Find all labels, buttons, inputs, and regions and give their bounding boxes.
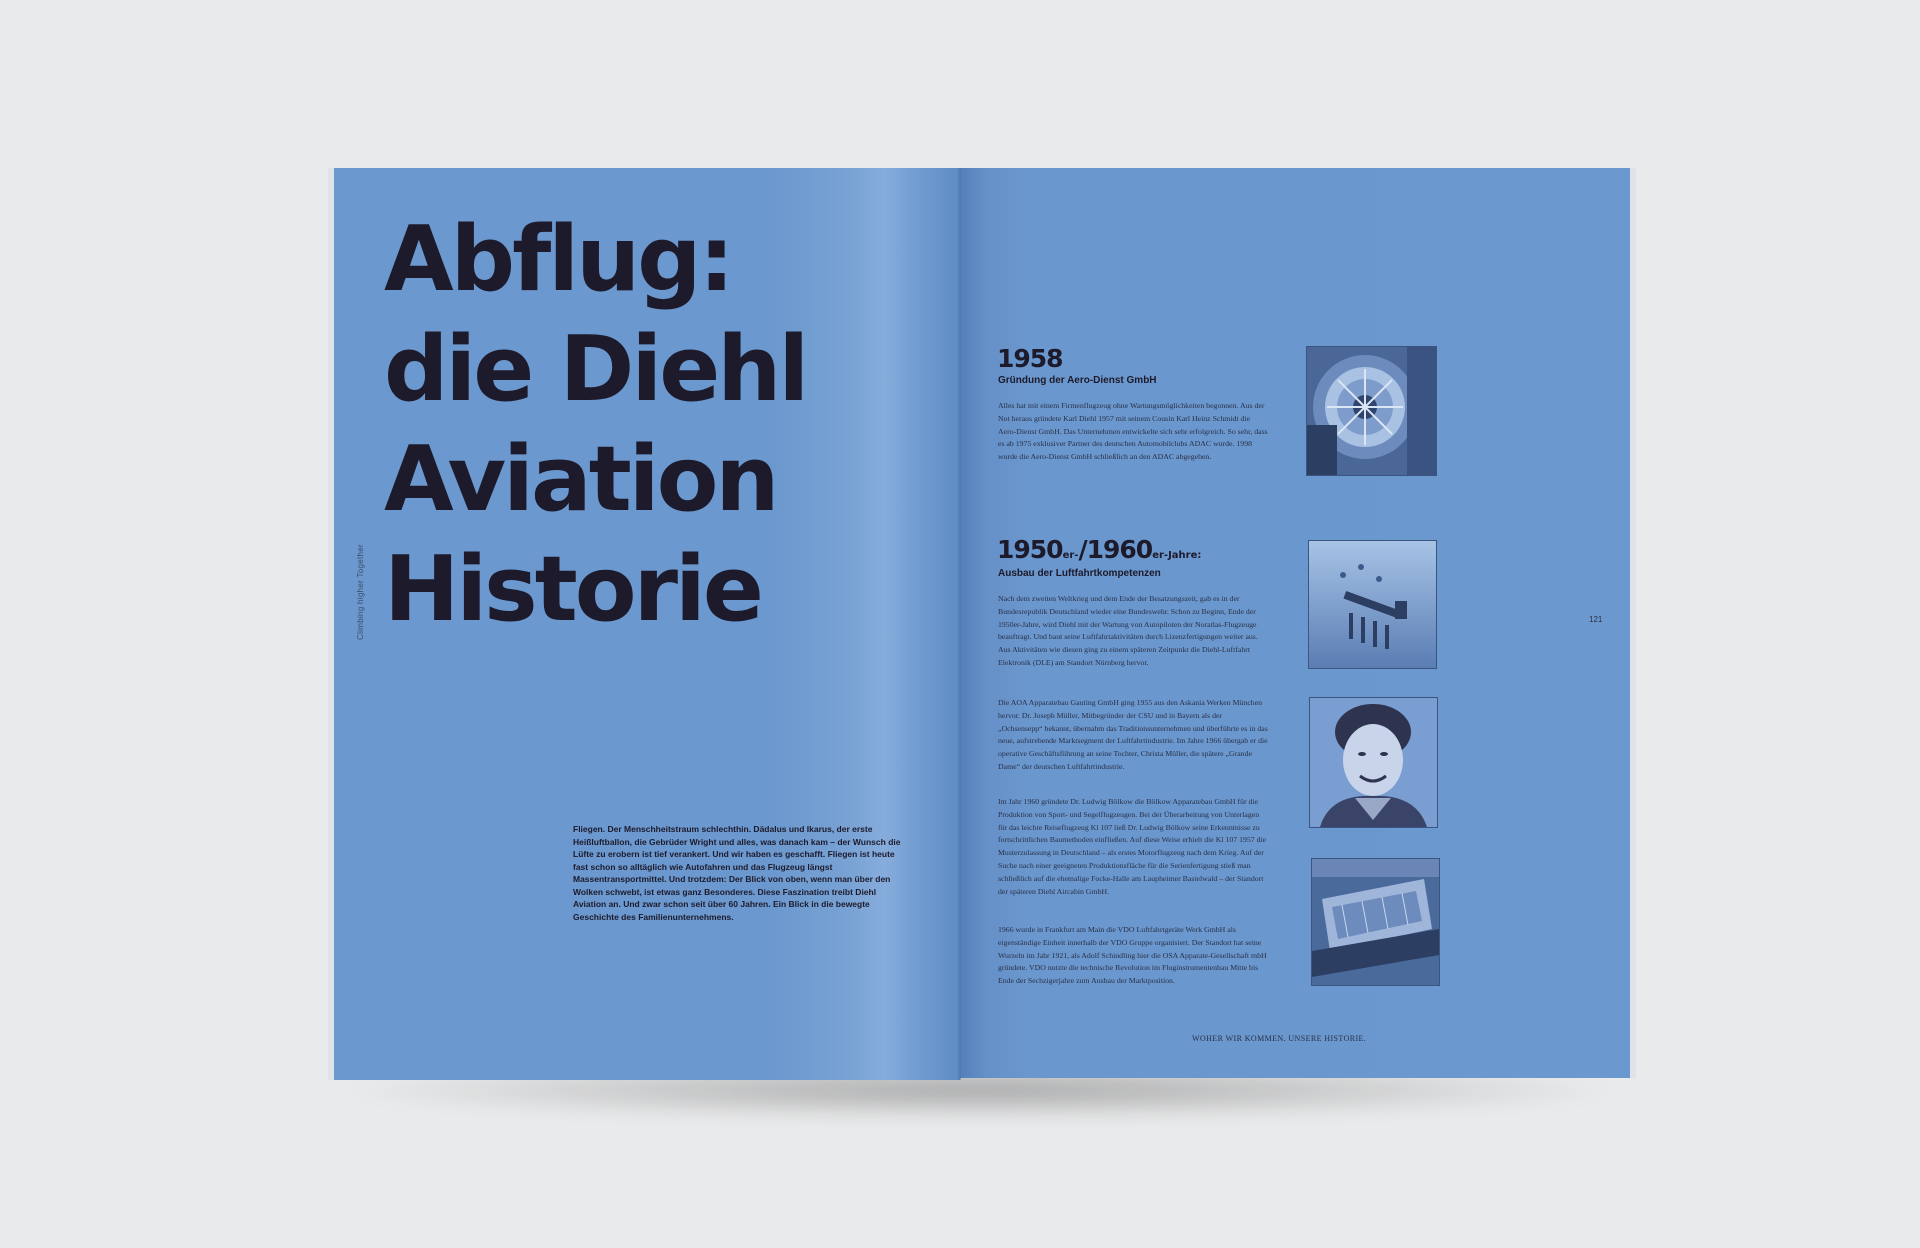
- headline-line: Abflug:: [384, 207, 732, 312]
- section-year-1950s-1960s: [997, 535, 1201, 564]
- page-number: 121: [1589, 615, 1603, 624]
- year-a: 1950: [997, 535, 1063, 564]
- section-paragraph: Nach dem zweiten Weltkrieg und dem Ende der Besatzungszeit, gab es in der Bundesrepublik Deutschland wieder eine Bundeswehr. Schon zu Beginn, Ende der 1950er-Jahre, wird Diehl mit der Wartung von Autopiloten der Noratlas-Flugzeuge beauftragt. Und baut seine Luftfahrtaktivitäten durch Lizenzfertigungen weiter aus. Aus Aktivitäten wie diesen ging zu einem späteren Zeitpunkt die Diehl-Luftfahrt Elektronik (DLE) am Standort Nürnberg hervor.: [998, 594, 1258, 667]
- photo-factory-aerial: [1311, 858, 1440, 986]
- year-slash: /: [1078, 535, 1087, 564]
- headline-line: Historie: [384, 537, 761, 642]
- headline: [384, 205, 924, 645]
- section-paragraph: Im Jahr 1960 gründete Dr. Ludwig Bölkow die Bölkow Apparatebau GmbH für die Produktion von Sport- und Segelflugzeugen. Bei der Überarbeitung von Unterlagen für das leichte Reiseflugzeug Kl 107 ließ Dr. Ludwig Bölkow seine Erkenntnisse zu fortschrittlichen Baumethoden einfließen. Auf diese Weise erhielt die Kl 107 1957 die Musterzulassung in Deutschland – als erstes Motorflugzeug nach dem Krieg. Auf der Suche nach einer geeigneten Produktionsfläche für die Serienfertigung stieß man schließlich auf die ehemalige Focke-Halle am Laupheimer Bastelwald – der Standort der späteren Diehl Aircabin GmbH.: [998, 797, 1267, 896]
- section-subtitle: Ausbau der Luftfahrtkompetenzen: [998, 568, 1161, 579]
- vertical-label: Climbing higher Together: [356, 544, 365, 640]
- section-paragraph: Die AOA Apparatebau Gauting GmbH ging 1955 aus den Askania Werken München hervor. Dr. Joseph Müller, Mitbegründer der CSU und in Bayern als der „Ochsensepp“ bekannt, übernahm das Traditionsunternehmen und überführte es in das neue, aufstrebende Marktsegment der Luftfahrtindustrie. Im Jahre 1966 übergab er die operative Geschäftsführung an seine Tochter, Christa Müller, die spätere „Grande Dame“ der deutschen Luftfahrtindustrie.: [998, 698, 1268, 771]
- year-b-suffix: er-Jahre:: [1152, 550, 1202, 561]
- section-year-1958: 1958: [997, 344, 1063, 373]
- section-body: Alles hat mit einem Firmenflugzeug ohne Wartungsmöglichkeiten begonnen. Aus der Not heraus gründete Karl Diehl 1957 mit seinem Cousin Karl Heinz Schmidt die Aero-Dienst GmbH. Das Unternehmen entwickelte sich sehr erfolgreich. So sehr, dass es ab 1975 exklusiver Partner des deutschen Automobilclubs ADAC wurde. 1998 wurde die Aero-Dienst GmbH schließlich an den ADAC abgegeben.: [998, 401, 1268, 462]
- section-paragraph: 1966 wurde in Frankfurt am Main die VDO Luftfahrtgeräte Werk GmbH als eigenständige Einheit innerhalb der VDO Gruppe organisiert. Der Standort hat seine Wurzeln im Jahr 1921, als Adolf Schindling hier die OSA Apparate-Gesellschaft mbH gründete. VDO nutzte die technische Revolution im Fluginstrumentenbau Mitte bis Ende der Sechzigerjahre zum Ausbau der Marktposition.: [998, 925, 1267, 986]
- headline-line: Aviation: [384, 427, 777, 532]
- photo-jet-engine: [1306, 346, 1437, 476]
- section-subtitle: Gründung der Aero-Dienst GmbH: [998, 375, 1157, 386]
- spine: [958, 168, 961, 1080]
- photo-aircraft-model: [1308, 540, 1437, 669]
- year-b: 1960: [1086, 535, 1153, 564]
- headline-line: die Diehl: [384, 317, 807, 422]
- intro-paragraph: Fliegen. Der Menschheitstraum schlechthin. Dädalus und Ikarus, der erste Heißluftballon, die Gebrüder Wright und alles, was danach kam – der Wunsch die Lüfte zu erobern ist tief verankert. Und wir haben es geschafft. Fliegen ist heute fast schon so alltäglich wie Autofahren und das Flugzeug längst Massentransportmittel. Und trotzdem: Der Blick von oben, wenn man über den Wolken schwebt, ist etwas ganz Besonderes. Diese Faszination treibt Diehl Aviation an. Und zwar schon seit über 60 Jahren. Ein Blick in die bewegte Geschichte des Familienunternehmens.: [573, 824, 901, 922]
- page-footer: WOHER WIR KOMMEN. UNSERE HISTORIE.: [1192, 1034, 1367, 1043]
- year-a-suffix: er-: [1062, 550, 1079, 561]
- photo-portrait-woman: [1309, 697, 1438, 828]
